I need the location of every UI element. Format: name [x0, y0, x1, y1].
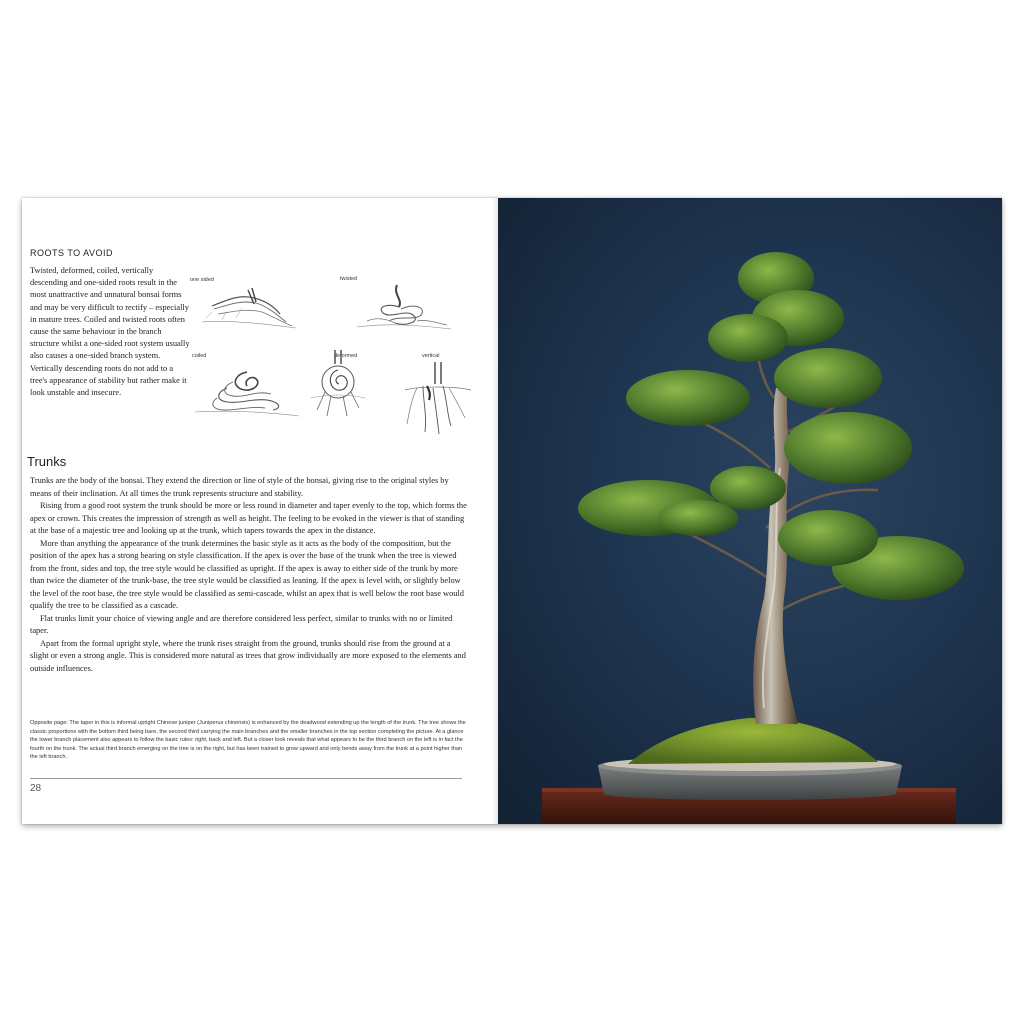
trunks-paragraph: Rising from a good root system the trunk should be more or less round in diameter and taper evenly to the top, which forms the apex or crown. This creates the impression of strength as well as height. The feeling to be evoked in the viewer is that of standing at the base of a majestic tree and looking up at the trunk, which tapers towards the apex in the distance. — [30, 501, 467, 535]
page-number: 28 — [30, 783, 42, 794]
footer-rule — [30, 778, 462, 779]
coiled-roots-illustration — [187, 358, 302, 420]
figure-label-coiled: coiled — [192, 353, 207, 359]
twisted-roots-illustration — [347, 281, 457, 333]
figure-label-one-sided: one sided — [190, 277, 214, 283]
moss-mound — [628, 718, 878, 764]
figure-label-twisted: twisted — [340, 276, 358, 282]
book-spread — [22, 198, 1002, 824]
deformed-roots-illustration — [307, 346, 367, 424]
figure-label-vertical: vertical — [422, 353, 440, 359]
section-heading: ROOTS TO AVOID — [30, 248, 114, 258]
one-sided-roots-illustration — [192, 284, 302, 334]
photo-caption: Opposite page: The taper in this is informal upright Chinese juniper (Juniperus chinensis) is enhanced by the deadwood extending up the length of the trunk. The tree shows the classic proportions with the bottom third being bare, the second third carrying the main branches and the smaller branches in the top section completing the picture. At a glance the lower branch placement also appears to follow the basic rules: right, back and left. But a closer look reveals that what appears to be the third branch on the left is in fact the fourth on the trunk. The actual third branch emerging on the tree is on the right, but has been trained to grow upward and only bends away from the trunk at a point higher than the left branch. — [30, 720, 466, 761]
trunks-body — [30, 475, 468, 675]
right-page — [498, 198, 1002, 824]
left-page — [22, 198, 498, 824]
trunks-paragraph: Trunks are the body of the bonsai. They extend the direction or line of style of the bonsai, giving rise to the original styles by means of their inclination. At all times the trunk represents structure and stability. — [30, 476, 449, 498]
bonsai-photo — [498, 198, 1002, 824]
trunks-paragraph: More than anything the appearance of the trunk determines the basic style as it acts as the body of the composition, but the position of the apex has a strong bearing on style classification. If the apex is over the base of the trunk when the tree is viewed from the front, sides and top, the tree style would be classified as upright. If the apex is away to either side of the trunk by more than twice the diameter of the trunk-base, the tree style would be classified as leaning. If the apex is level with, or slightly below the level of the root base, the tree style would be classified as semi-cascade, whilst an apex that is well below the root base would qualify the tree to be classified as a cascade. — [30, 538, 464, 610]
vertical-roots-illustration — [397, 360, 477, 436]
trunks-heading: Trunks — [27, 454, 67, 469]
figure-label-deformed: deformed — [334, 353, 358, 359]
trunks-paragraph: Apart from the formal upright style, where the trunk rises straight from the ground, trunks should rise from the ground at a slight or even a strong angle. This is considered more natural as trees that grow individually are more exposed to the elements and outside influences. — [30, 638, 466, 673]
trunks-paragraph: Flat trunks limit your choice of viewing angle and are therefore considered less perfect, similar to trunks with no or limited taper. — [30, 613, 453, 635]
intro-paragraph: Twisted, deformed, coiled, vertically descending and one-sided roots result in the most unattractive and unnatural bonsai forms and may be very difficult to rectify – especially in mature trees. Coiled and twisted roots often cause the same behaviour in the branch structure whilst a one-sided root system usually also causes a one-sided branch system. Vertically descending roots do not add to a tree's appearance of stability but rather make it look unstable and insecure. — [30, 266, 190, 398]
